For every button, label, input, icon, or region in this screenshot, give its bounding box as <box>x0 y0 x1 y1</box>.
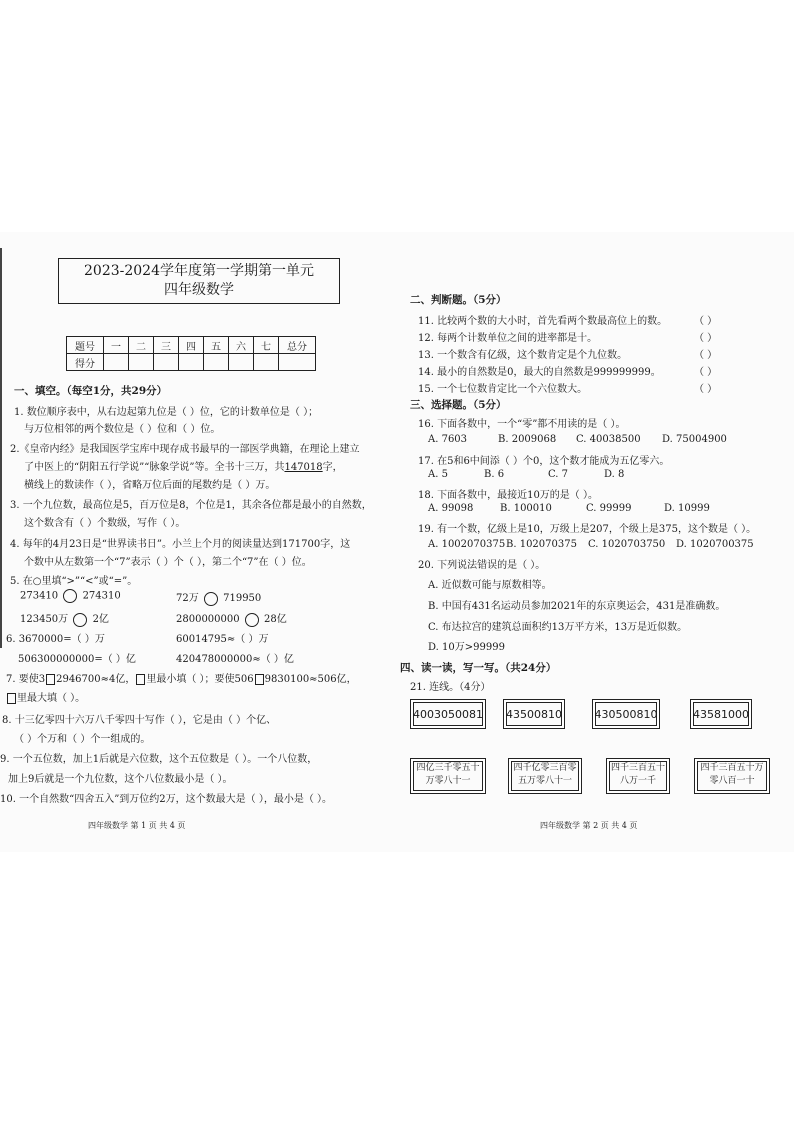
judgement-11-answer[interactable]: （ ） <box>694 316 718 327</box>
compare-left-value: 273410 <box>20 590 59 602</box>
compare-row-1a <box>20 589 121 603</box>
question-9-line2: 加上9后就是一个九位数，这个八位数最小是（ ）。 <box>8 774 233 785</box>
compare-circle-blank[interactable] <box>204 592 218 606</box>
section-choice-heading: 三、选择题。（5分） <box>410 399 507 411</box>
choice-17-option-c[interactable]: C. 7 <box>548 469 569 480</box>
choice-16-option-a[interactable]: A. 7603 <box>428 434 468 445</box>
score-header-cell: 题号 <box>67 337 104 354</box>
score-row-label: 得分 <box>67 354 104 371</box>
section-read-write-heading: 四、读一读，写一写。（共24分） <box>400 662 557 674</box>
section-judgement-heading: 二、判断题。（5分） <box>410 294 507 306</box>
choice-20-option-d[interactable]: D. 10万>99999 <box>428 642 505 653</box>
choice-17-option-d[interactable]: D. 8 <box>604 469 625 480</box>
compare-row-2b <box>176 610 287 627</box>
number-card-3[interactable]: 430500810 <box>592 699 660 729</box>
judgement-15-answer[interactable]: （ ） <box>694 384 718 395</box>
question-7-line1 <box>6 670 357 685</box>
compare-row-2a <box>20 610 109 627</box>
question-1-line1: 1. 数位顺序表中，从右边起第九位是（ ）位，它的计数单位是（ ）； <box>14 407 319 418</box>
compare-circle-blank[interactable] <box>63 589 77 603</box>
score-header-cell: 五 <box>204 337 229 354</box>
question-2-text: 了中医上的“阴阳五行学说”“脉象学说”等。全书十三万，共 <box>24 462 285 473</box>
number-card-2[interactable]: 43500810 <box>503 699 565 729</box>
score-table <box>66 336 316 371</box>
choice-16: 16. 下面各数中，一个“零”都不用读的是（ ）。 <box>418 419 626 430</box>
score-cell[interactable] <box>104 354 129 371</box>
judgement-12-answer[interactable]: （ ） <box>694 333 718 344</box>
score-cell[interactable] <box>229 354 254 371</box>
compare-row-1b <box>176 589 261 606</box>
compare-right-value: 2亿 <box>92 614 109 625</box>
question-7-text: 7. 要使3 <box>6 674 46 685</box>
question-2-underlined-number: 147018 <box>284 462 323 473</box>
judgement-12: 12. 每两个计数单位之间的进率都是十。 <box>418 333 598 344</box>
choice-19-option-a[interactable]: A. 1002070375 <box>428 539 506 550</box>
choice-16-option-c[interactable]: C. 40038500 <box>576 434 641 445</box>
compare-circle-blank[interactable] <box>73 613 87 627</box>
exam-title-line1: 2023-2024学年度第一学期第一单元 <box>84 263 314 279</box>
compare-circle-blank[interactable] <box>245 613 259 627</box>
choice-20-option-a[interactable]: A. 近似数可能与原数相等。 <box>428 580 552 591</box>
question-7-text: 里最小填（ ）；要使506 <box>146 674 254 685</box>
number-card-4[interactable]: 43581000 <box>690 699 752 729</box>
exam-title-box <box>58 258 340 304</box>
choice-20-option-c[interactable]: C. 布达拉宫的建筑总面积约13万平方米，13万是近似数。 <box>428 622 688 633</box>
judgement-11: 11. 比较两个数的大小时，首先看两个数最高位上的数。 <box>418 316 668 327</box>
section-fill-in-heading: 一、填空。（每空1分，共29分） <box>14 385 168 397</box>
choice-18-option-c[interactable]: C. 99999 <box>586 503 632 514</box>
score-header-cell: 四 <box>179 337 204 354</box>
choice-17: 17. 在5和6中间添（ ）个0，这个数才能成为五亿零六。 <box>418 456 670 467</box>
score-cell[interactable] <box>279 354 316 371</box>
question-8-line2: （ ）个万和（ ）个一组成的。 <box>14 734 151 745</box>
choice-17-option-a[interactable]: A. 5 <box>428 469 448 480</box>
question-7-text: 9830100≈506亿， <box>264 674 357 685</box>
judgement-14: 14. 最小的自然数是0，最大的自然数是999999999。 <box>418 367 661 378</box>
page-edge-mark <box>0 248 8 648</box>
question-3-line2: 这个数含有（ ）个数级，写作（ ）。 <box>24 518 186 529</box>
question-2-line3: 横线上的数读作（ ），省略万位后面的尾数约是（ ）万。 <box>24 480 276 491</box>
question-2-line1: 2.《皇帝内经》是我国医学宝库中现存成书最早的一部医学典籍，在理论上建立 <box>10 444 360 455</box>
score-table-header-row <box>67 337 316 354</box>
score-header-cell: 六 <box>229 337 254 354</box>
question-10: 10. 一个自然数“四舍五入”到万位约2万，这个数最大是（ ），最小是（ ）。 <box>0 794 333 805</box>
word-card-1[interactable]: 四亿三千零五十万零八十一 <box>410 758 486 794</box>
choice-16-option-d[interactable]: D. 75004900 <box>662 434 727 445</box>
question-7-text: 2946700≈4亿， <box>56 674 136 685</box>
score-header-cell: 总分 <box>279 337 316 354</box>
choice-19: 19. 有一个数，亿级上是10，万级上是207，个级上是375，这个数是（ ）。 <box>418 524 757 535</box>
question-6-line1-right: 60014795≈（ ）万 <box>176 634 269 645</box>
score-table-score-row <box>67 354 316 371</box>
choice-19-option-c[interactable]: C. 1020703750 <box>588 539 666 550</box>
judgement-15: 15. 一个七位数肯定比一个六位数大。 <box>418 384 588 395</box>
compare-left-value: 2800000000 <box>176 614 240 625</box>
question-4-line2: 个数中从左数第一个“7”表示（ ）个（ ），第二个“7”在（ ）位。 <box>24 557 312 568</box>
question-6-line2-left: 506300000000=（ ）亿 <box>18 654 136 665</box>
word-card-2[interactable]: 四千亿零三百零五万零八十一 <box>508 758 582 794</box>
page-1-footer: 四年级数学 第 1 页 共 4 页 <box>88 821 186 830</box>
digit-blank-box[interactable] <box>7 693 16 704</box>
score-header-cell: 三 <box>154 337 179 354</box>
word-card-4[interactable]: 四千三百五十万零八百一十 <box>694 758 770 794</box>
judgement-14-answer[interactable]: （ ） <box>694 367 718 378</box>
question-7-text: 里最大填（ ）。 <box>17 693 86 704</box>
score-cell[interactable] <box>204 354 229 371</box>
question-3-line1: 3. 一个九位数，最高位是5，百万位是8，个位是1，其余各位都是最小的自然数， <box>10 500 372 511</box>
question-8-line1: 8. 十三亿零四十六万八千零四十写作（ ），它是由（ ）个亿、 <box>2 715 277 726</box>
compare-right-value: 719950 <box>223 593 262 604</box>
choice-17-option-b[interactable]: B. 6 <box>484 469 505 480</box>
score-header-cell: 一 <box>104 337 129 354</box>
digit-blank-box[interactable] <box>255 674 264 685</box>
number-card-1[interactable]: 4003050081 <box>410 699 486 729</box>
question-1-line2: 与万位相邻的两个数位是（ ）位和（ ）位。 <box>24 424 221 435</box>
choice-18-option-b[interactable]: B. 100010 <box>500 503 552 514</box>
question-6-line1-left: 6. 3670000=（ ）万 <box>6 634 105 645</box>
judgement-13: 13. 一个数含有亿级，这个数肯定是个九位数。 <box>418 350 628 361</box>
digit-blank-box[interactable] <box>136 674 145 685</box>
question-6-line2-right: 420478000000≈（ ）亿 <box>176 654 294 665</box>
page-2-footer: 四年级数学 第 2 页 共 4 页 <box>540 821 638 830</box>
choice-16-option-b[interactable]: B. 2009068 <box>498 434 557 445</box>
question-7-line2 <box>6 689 85 704</box>
choice-19-option-b[interactable]: B. 102070375 <box>506 539 577 550</box>
compare-right-value: 274310 <box>82 590 121 602</box>
score-cell[interactable] <box>154 354 179 371</box>
score-cell[interactable] <box>179 354 204 371</box>
compare-left-value: 72万 <box>176 593 199 604</box>
question-5-instruction: 5. 在○里填“>”“<”或“=”。 <box>10 576 138 587</box>
question-9-line1: 9. 一个五位数，加上1后就是六位数，这个五位数是（ ）。一个八位数， <box>0 754 318 765</box>
score-cell[interactable] <box>129 354 154 371</box>
question-4-line1: 4. 每年的4月23日是“世界读书日”。小兰上个月的阅读量达到171700字，这 <box>10 539 351 550</box>
choice-18-option-a[interactable]: A. 99098 <box>428 503 474 514</box>
choice-20-option-b[interactable]: B. 中国有431名运动员参加2021年的东京奥运会，431是准确数。 <box>428 601 726 612</box>
exam-title-line2: 四年级数学 <box>164 282 234 298</box>
choice-19-option-d[interactable]: D. 1020700375 <box>676 539 754 550</box>
score-cell[interactable] <box>254 354 279 371</box>
choice-20: 20. 下列说法错误的是（ ）。 <box>418 560 546 571</box>
compare-left-value: 123450万 <box>20 614 69 625</box>
judgement-13-answer[interactable]: （ ） <box>694 350 718 361</box>
choice-18: 18. 下面各数中，最接近10万的是（ ）。 <box>418 490 598 501</box>
question-2-text-end: 字， <box>322 462 343 473</box>
score-header-cell: 七 <box>254 337 279 354</box>
choice-18-option-d[interactable]: D. 10999 <box>664 503 710 514</box>
question-2-line2 <box>24 458 343 473</box>
word-card-3[interactable]: 四千三百五十八万一千 <box>606 758 670 794</box>
question-21-instruction: 21. 连线。（4分） <box>410 682 491 693</box>
score-header-cell: 二 <box>129 337 154 354</box>
digit-blank-box[interactable] <box>46 674 55 685</box>
compare-right-value: 28亿 <box>264 614 287 625</box>
